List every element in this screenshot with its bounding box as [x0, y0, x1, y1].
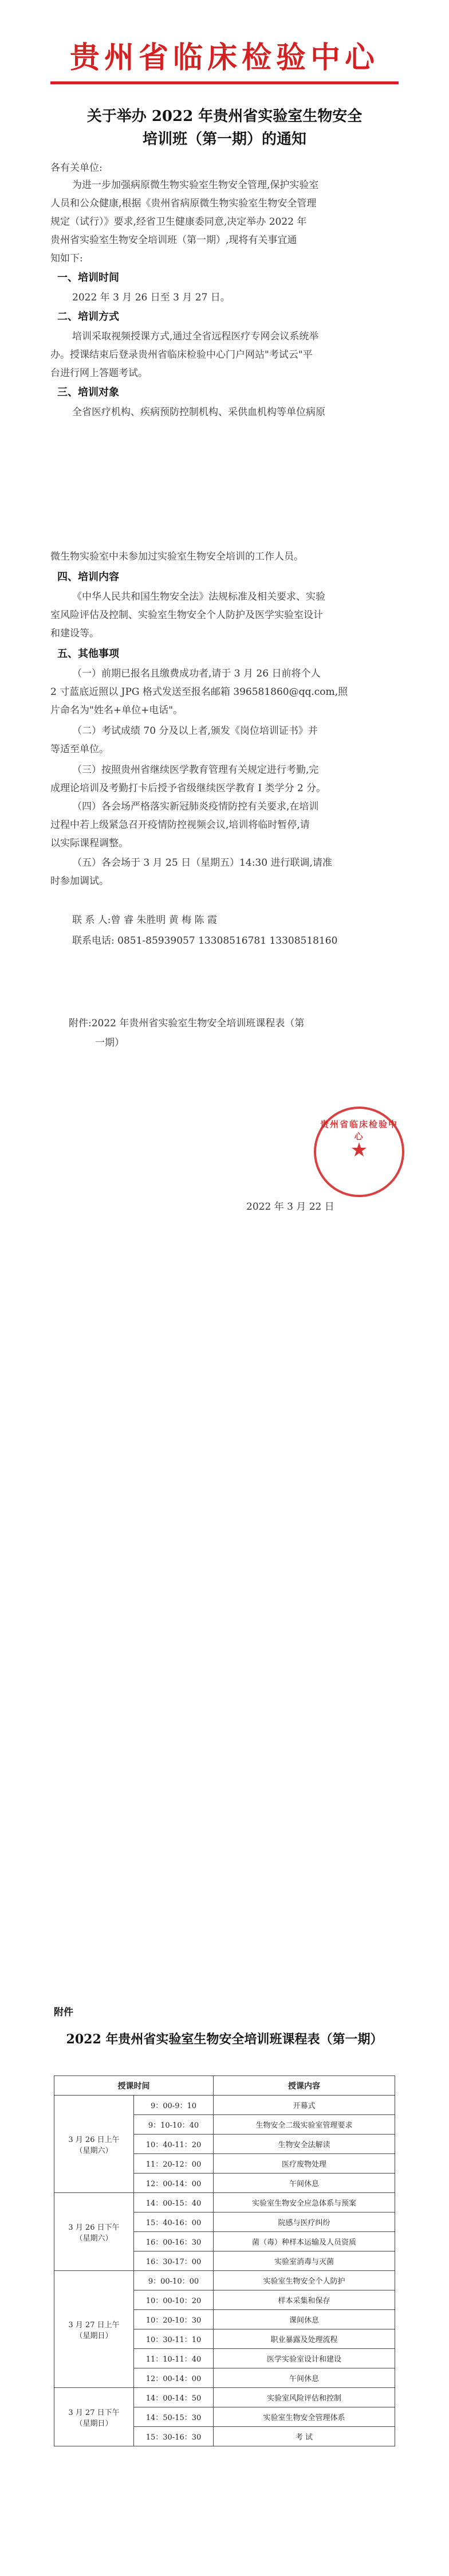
doc-title-line1: 关于举办 2022 年贵州省实验室生物安全 — [86, 108, 363, 125]
section-text: （五）各会场于 3 月 25 日（星期五）14:30 进行联调,请准 — [72, 857, 332, 869]
time-cell: 15：40-16：00 — [134, 2213, 214, 2232]
time-cell: 10：40-11：20 — [134, 2135, 214, 2154]
section-heading: 一、培训时间 — [57, 272, 119, 284]
content-cell: 课间休息 — [214, 2310, 395, 2329]
content-cell: 生物安全法解读 — [214, 2135, 395, 2154]
day-cell: 3 月 27 日下午 （星期日） — [54, 2388, 134, 2446]
contacts: 联 系 人:曾 睿 朱胜明 黄 梅 陈 霞 — [72, 914, 217, 926]
time-cell: 14：00-15：40 — [134, 2193, 214, 2213]
content-cell: 医学实验室设计和建设 — [214, 2349, 395, 2368]
section-text: 时参加调试。 — [50, 875, 109, 887]
section-text: （四）各会场严格落实新冠肺炎疫情防控有关要求,在培训 — [72, 801, 319, 812]
section-heading: 五、其他事项 — [57, 648, 119, 660]
table-row — [54, 2096, 395, 2115]
time-cell: 14：00-14：50 — [134, 2388, 214, 2407]
table-header-row — [54, 2076, 395, 2096]
time-cell: 9：10-10：40 — [134, 2115, 214, 2135]
section-text: 2022 年 3 月 26 日至 3 月 27 日。 — [72, 292, 230, 303]
day-cell: 3 月 27 日上午 （星期日） — [54, 2271, 134, 2388]
section-text: 培训采取视频授课方式,通过全省远程医疗专网会议系统举 — [72, 331, 319, 342]
content-cell: 开幕式 — [214, 2096, 395, 2115]
time-cell: 14：50-15：30 — [134, 2407, 214, 2427]
content-cell: 实验室生物安全应急体系与预案 — [214, 2193, 395, 2213]
content-cell: 生物安全二级实验室管理要求 — [214, 2115, 395, 2135]
content-cell: 院感与医疗纠纷 — [214, 2213, 395, 2232]
content-cell: 实验室消毒与灭菌 — [214, 2251, 395, 2271]
notice-page-2 — [0, 505, 449, 1187]
section-text: 片命名为"姓名+单位+电话"。 — [50, 705, 183, 716]
schedule-title: 2022 年贵州省实验室生物安全培训班课程表（第一期） — [66, 2032, 383, 2047]
section-text: 室风险评估及控制、实验室生物安全个人防护及医学实验室设计 — [50, 609, 323, 621]
section-text: 《中华人民共和国生物安全法》法规标准及相关要求、实验 — [72, 591, 325, 603]
org-header: 贵州省临床检验中心 — [69, 40, 379, 75]
time-cell: 15：30-16：30 — [134, 2427, 214, 2446]
table-row — [54, 2193, 395, 2213]
section-text: 台进行网上答题考试。 — [50, 368, 148, 379]
salutation: 各有关单位: — [50, 162, 103, 174]
official-seal — [314, 1107, 404, 1197]
intro-line: 规定（试行）》要求,经省卫生健康委同意,决定举办 2022 年 — [50, 216, 307, 228]
content-cell: 医疗废物处理 — [214, 2154, 395, 2174]
header-rule — [50, 81, 399, 84]
time-cell: 11：10-11：40 — [134, 2349, 214, 2368]
content-cell: 实验室生物安全管理体系 — [214, 2407, 395, 2427]
issue-date: 2022 年 3 月 22 日 — [246, 1201, 334, 1213]
star-icon: ★ — [350, 1139, 368, 1162]
attachment-note: 附件:2022 年贵州省实验室生物安全培训班课程表（第 — [69, 1018, 305, 1029]
day-cell: 3 月 26 日上午 （星期六） — [54, 2096, 134, 2193]
schedule-table — [54, 2075, 395, 2446]
section-text: 2 寸蓝底近照以 JPG 格式发送至报名邮箱 396581860@qq.com,照 — [50, 686, 348, 698]
content-cell: 样本采集和保存 — [214, 2290, 395, 2310]
content-cell: 菌（毒）种样本运输及人员资质 — [214, 2232, 395, 2251]
doc-title-line2: 培训班（第一期）的通知 — [142, 131, 306, 148]
intro-line: 为进一步加强病原微生物实验室生物安全管理,保护实验室 — [72, 179, 319, 191]
section-text: 微生物实验室中未参加过实验室生物安全培训的工作人员。 — [50, 551, 304, 562]
time-cell: 12：00-14：00 — [134, 2174, 214, 2193]
content-cell: 考 试 — [214, 2427, 395, 2446]
section-text: （二）考试成绩 70 分及以上者,颁发《岗位培训证书》并 — [72, 725, 318, 737]
section-heading: 四、培训内容 — [57, 571, 119, 583]
day-cell: 3 月 26 日下午 （星期六） — [54, 2193, 134, 2271]
attachment-note: 一期） — [95, 1037, 124, 1049]
attachment-label: 附件 — [54, 2007, 73, 2018]
time-cell: 9：00-9：10 — [134, 2096, 214, 2115]
content-cell: 实验室生物安全个人防护 — [214, 2271, 395, 2290]
section-text: （三）按照贵州省继续医学教育管理有关规定进行考勤,完 — [72, 764, 319, 776]
intro-line: 知如下: — [50, 253, 83, 264]
section-text: （一）前期已报名且缴费成功者,请于 3 月 26 日前将个人 — [72, 668, 321, 679]
section-text: 以实际课程调整。 — [50, 838, 128, 849]
time-cell: 9：00-10：00 — [134, 2271, 214, 2290]
contact-phones: 联系电话: 0851-85939057 13308516781 13308518160 — [72, 935, 338, 947]
content-cell: 午间休息 — [214, 2174, 395, 2193]
section-text: 过程中若上级紧急召开疫情防控视频会议,培训将临时暂停,请 — [50, 819, 310, 831]
time-cell: 10：00-10：20 — [134, 2290, 214, 2310]
content-cell: 职业暴露及处理流程 — [214, 2329, 395, 2349]
time-cell: 10：20-10：30 — [134, 2310, 214, 2329]
section-text: 和建设等。 — [50, 628, 99, 639]
time-cell: 11：20-12：00 — [134, 2154, 214, 2174]
column-header: 授课时间 — [54, 2076, 214, 2096]
section-text: 全省医疗机构、疾病预防控制机构、采供血机构等单位病原 — [72, 406, 325, 418]
time-cell: 16：00-16：30 — [134, 2232, 214, 2251]
section-text: 办。授课结束后登录贵州省临床检验中心门户网站"考试云"平 — [50, 349, 313, 361]
time-cell: 16：30-17：00 — [134, 2251, 214, 2271]
time-cell: 12：00-14：00 — [134, 2368, 214, 2388]
section-text: 成理论培训及考勤打卡后授予省级继续医学教育 I 类学分 2 分。 — [50, 783, 326, 794]
intro-line: 贵州省实验室生物安全培训班（第一期）,现将有关事宜通 — [50, 234, 297, 246]
column-header: 授课内容 — [214, 2076, 395, 2096]
table-row — [54, 2388, 395, 2407]
seal-text: 贵州省临床检验中心 — [320, 1119, 398, 1142]
content-cell: 实验室风险评估和控制 — [214, 2388, 395, 2407]
time-cell: 10：30-11：10 — [134, 2329, 214, 2349]
section-heading: 二、培训方式 — [57, 311, 119, 323]
content-cell: 午间休息 — [214, 2368, 395, 2388]
section-heading: 三、培训对象 — [57, 386, 119, 398]
intro-line: 人员和公众健康,根据《贵州省病原微生物实验室生物安全管理 — [50, 198, 317, 209]
section-text: 等适至单位。 — [50, 744, 109, 755]
table-row — [54, 2271, 395, 2290]
